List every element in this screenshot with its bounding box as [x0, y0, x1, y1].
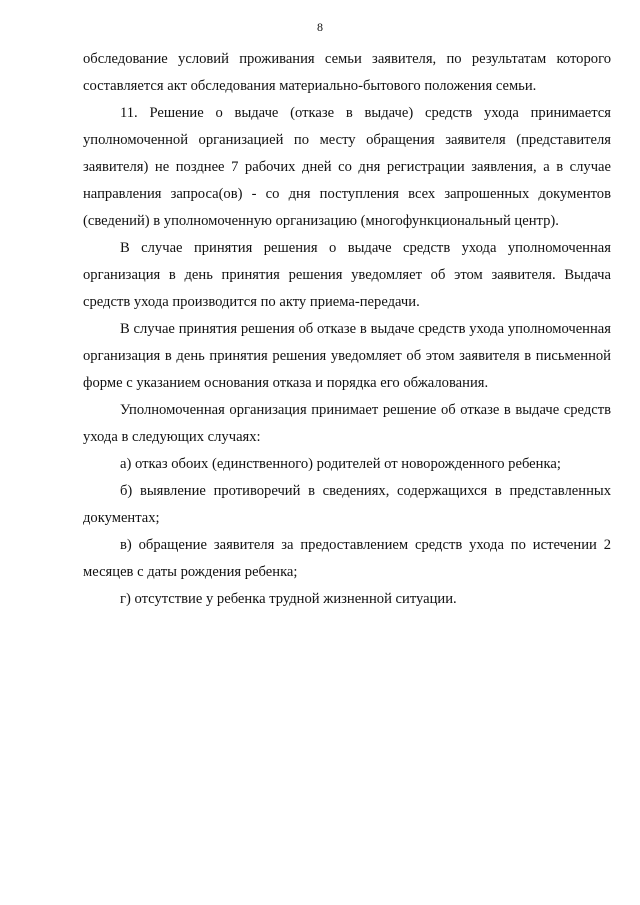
list-item-b: б) выявление противоречий в сведениях, содержащихся в представленных документах; [83, 483, 611, 526]
list-item-g: г) отсутствие у ребенка трудной жизненной ситуации. [120, 591, 457, 607]
document-body [83, 46, 611, 613]
paragraph-refusal-cases-intro: Уполномоченная организация принимает решение об отказе в выдаче средств ухода в следующих случаях: [83, 402, 611, 445]
paragraph-refusal: В случае принятия решения об отказе в выдаче средств ухода уполномоченная организация в день принятия решения уведомляет об этом заявителя в письменной форме с указанием основания отказа и порядка его обжалования. [83, 321, 611, 391]
list-item-a: а) отказ обоих (единственного) родителей от новорожденного ребенка; [120, 456, 561, 472]
paragraph-clause-11: 11. Решение о выдаче (отказе в выдаче) средств ухода принимается уполномоченной организацией по месту обращения заявителя (представителя заявителя) не позднее 7 рабочих дней со дня регистрации заявления, а в случае направления запроса(ов) - со дня поступления всех запрошенных документов (сведений) в уполномоченную организацию (многофункциональный центр). [83, 105, 611, 229]
paragraph-approval: В случае принятия решения о выдаче средств ухода уполномоченная организация в день принятия решения уведомляет об этом заявителя. Выдача средств ухода производится по акту приема-передачи. [83, 240, 611, 310]
page-number: 8 [317, 20, 323, 34]
paragraph-continuation: обследование условий проживания семьи заявителя, по результатам которого составляется акт обследования материально-бытового положения семьи. [83, 51, 611, 94]
list-item-v: в) обращение заявителя за предоставлением средств ухода по истечении 2 месяцев с даты рождения ребенка; [83, 537, 611, 580]
